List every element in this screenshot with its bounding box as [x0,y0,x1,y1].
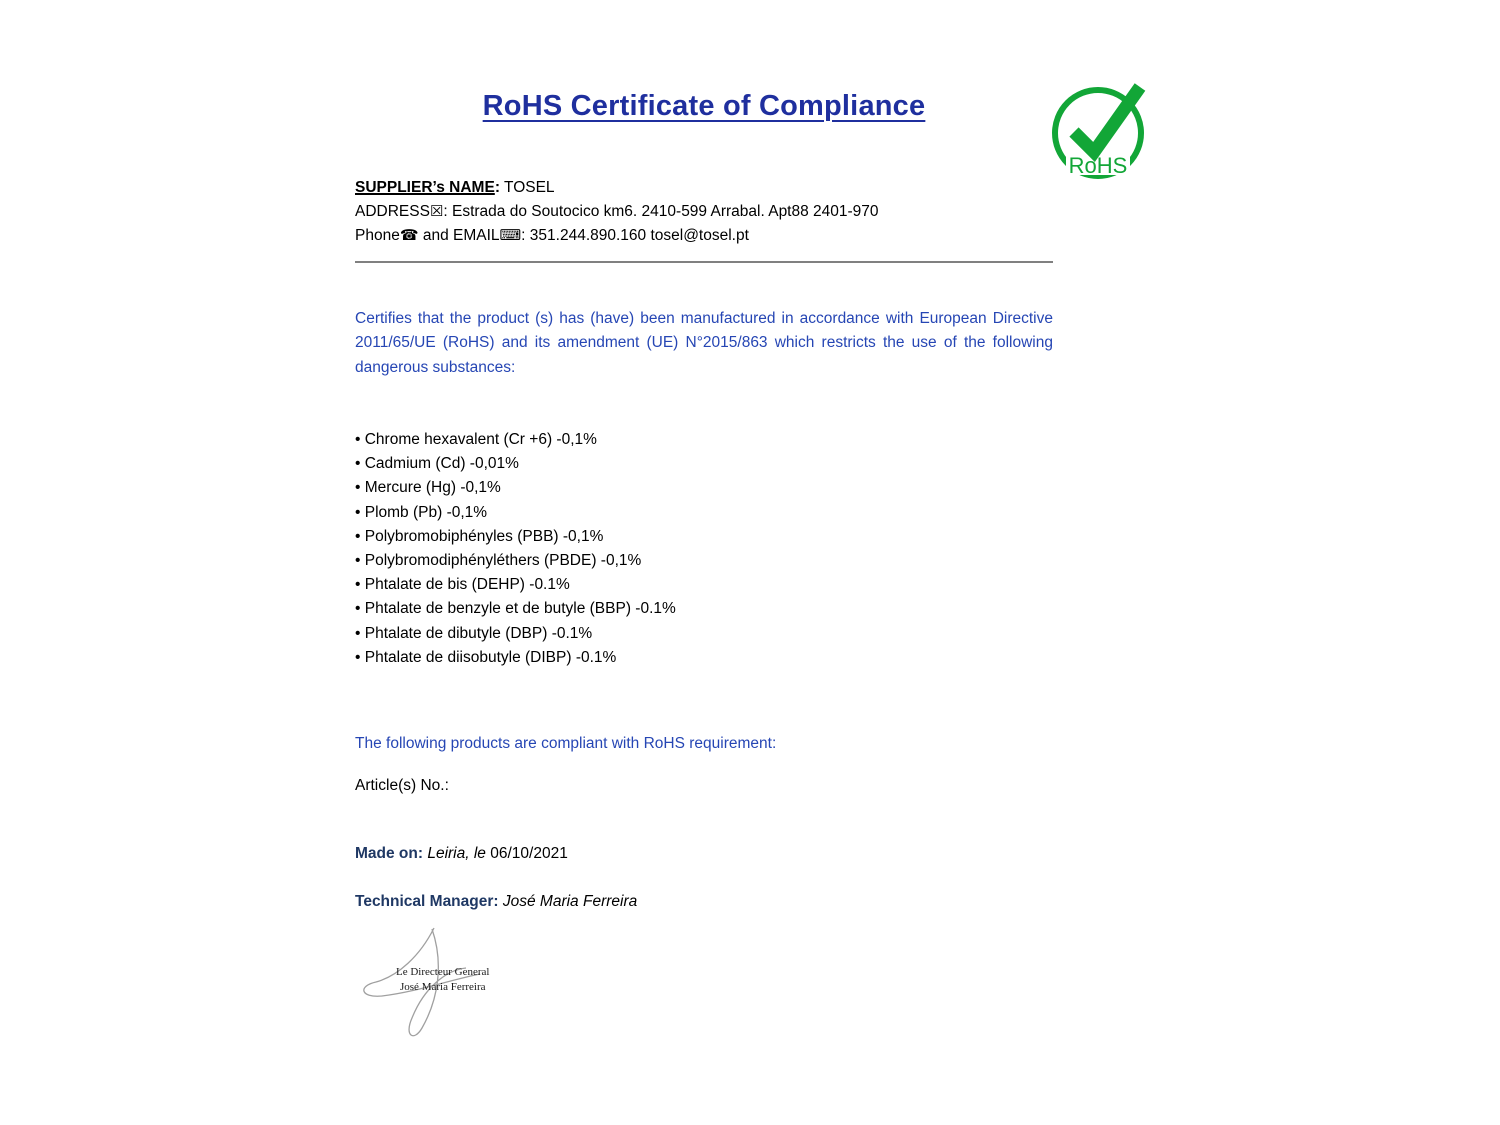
substance-item: • Mercure (Hg) -0,1% [355,476,1053,500]
substance-item: • Chrome hexavalent (Cr +6) -0,1% [355,428,1053,452]
supplier-contact-line [355,224,1053,248]
signature-title-text: Le Directeur General [396,966,490,978]
substance-item: • Polybromodiphényléthers (PBDE) -0,1% [355,549,1053,573]
signature-name-text: José Maria Ferreira [400,981,486,993]
substance-item: • Cadmium (Cd) -0,01% [355,452,1053,476]
supplier-name-value: TOSEL [499,179,555,196]
compliance-statement: The following products are compliant with RoHS requirement: [355,735,777,752]
made-on-date: 06/10/2021 [485,845,568,862]
articles-label: Article(s) No.: [355,777,449,794]
substance-item: • Polybromobiphényles (PBB) -0,1% [355,525,1053,549]
phone-icon: ☎ [399,227,419,244]
email-label: and EMAIL [418,227,500,244]
manager-name: José Maria Ferreira [498,893,638,910]
substance-item: • Phtalate de bis (DEHP) -0.1% [355,573,1053,597]
address-label: ADDRESS [355,203,430,220]
logo-label: RoHS [1068,153,1128,178]
manager-line [355,893,1053,911]
page-title: RoHS Certificate of Compliance [482,90,926,122]
divider-rule [355,261,1053,263]
supplier-block [355,176,1053,248]
supplier-name-line [355,176,1053,200]
supplier-address-line [355,200,1053,224]
computer-icon: ⌨ [499,227,522,244]
substance-item: • Phtalate de diisobutyle (DIBP) -0.1% [355,646,1053,670]
made-on-label: Made on: [355,845,424,862]
made-on-line [355,845,1053,863]
substance-item: • Plomb (Pb) -0,1% [355,501,1053,525]
supplier-name-label: SUPPLIER’s NAME [355,179,495,196]
address-value: : Estrada do Soutocico km6. 2410-599 Arrabal. Apt88 2401-970 [443,203,879,220]
manager-label: Technical Manager: [355,893,499,910]
contact-value: : 351.244.890.160 tosel@tosel.pt [521,227,749,244]
substance-item: • Phtalate de benzyle et de butyle (BBP) -0.1% [355,597,1053,621]
rohs-logo [1050,80,1152,188]
substances-list [355,428,1053,670]
supplier-name-colon: : [494,179,500,196]
made-on-place: Leiria, le [423,845,486,862]
phone-label: Phone [355,227,400,244]
substance-item: • Phtalate de dibutyle (DBP) -0.1% [355,622,1053,646]
checkmark-icon [1074,87,1140,152]
envelope-icon: ☒ [429,203,444,220]
certification-paragraph: Certifies that the product (s) has (have) been manufactured in accordance with European Directive 2011/65/UE (RoHS) and its amendment (UE) N°2015/863 which restricts the use of the following dangerous substances: [355,310,1053,376]
